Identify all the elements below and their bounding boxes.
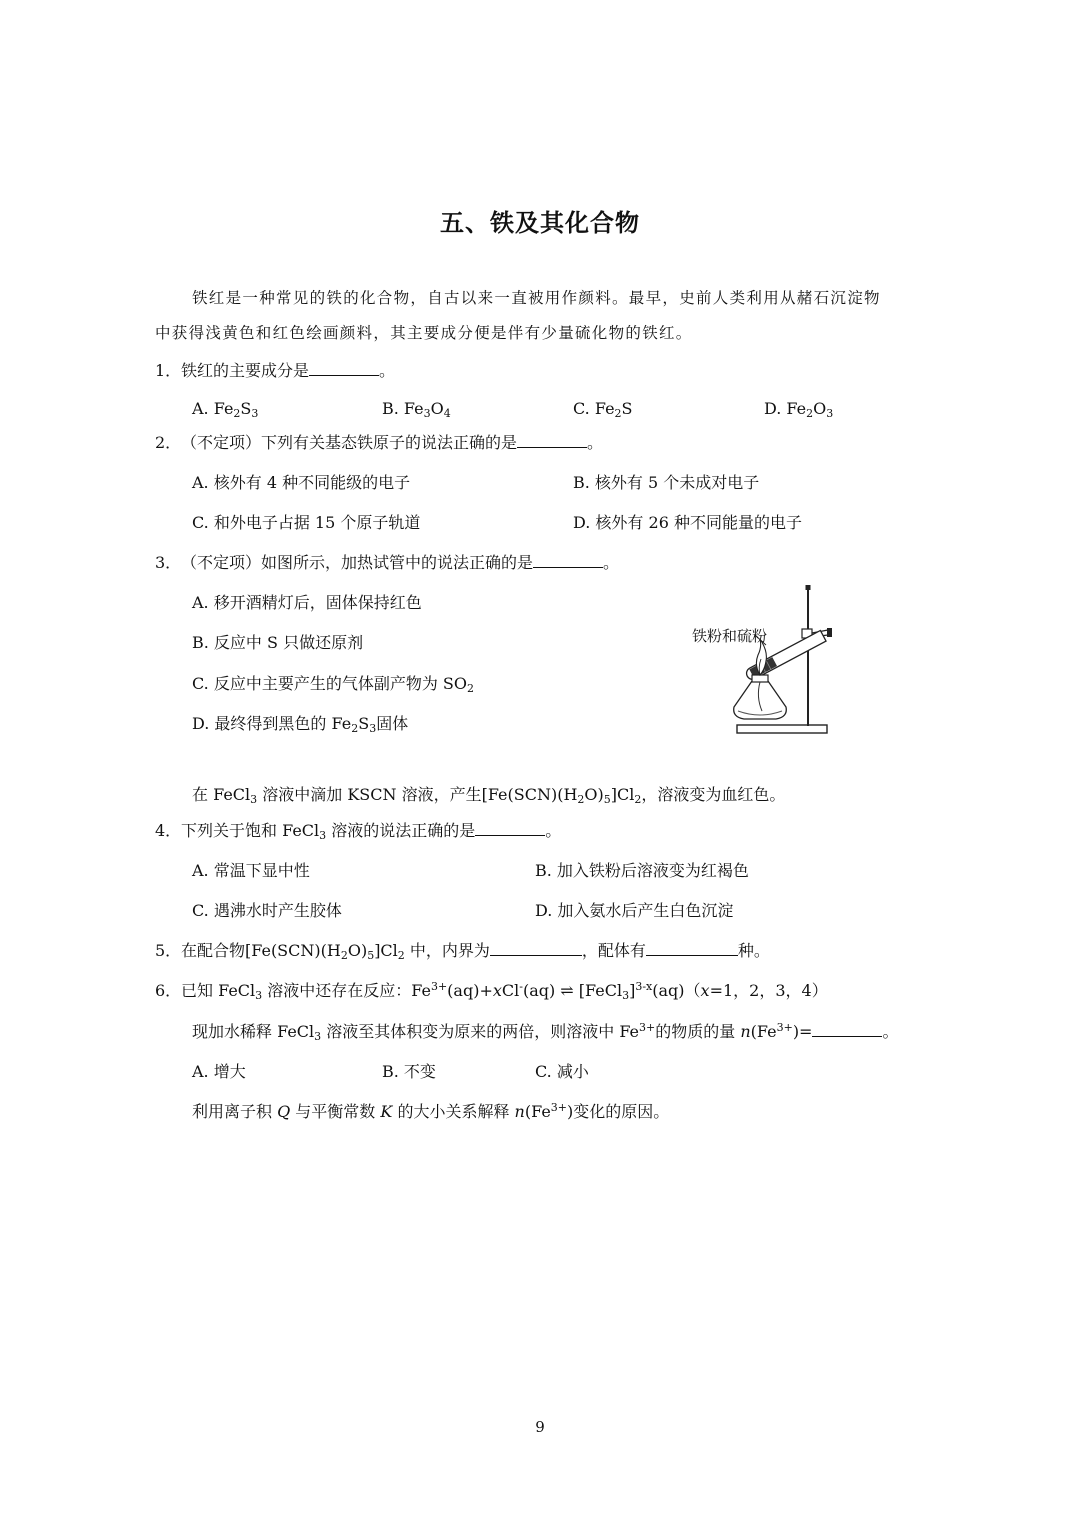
question-1: 1．铁红的主要成分是 。 xyxy=(155,361,396,380)
question-stem: （不定项）下列有关基态铁原子的说法正确的是 xyxy=(181,433,518,452)
q6-option-b[interactable]: B. 不变 xyxy=(382,1062,436,1081)
question-2: 2．（不定项）下列有关基态铁原子的说法正确的是 。 xyxy=(155,433,604,452)
question-number: 5． xyxy=(155,941,182,960)
q1-option-c[interactable]: C. $Fe_2S$ xyxy=(573,399,633,420)
q3-option-a[interactable]: A. 移开酒精灯后，固体保持红色 xyxy=(192,593,422,612)
q3-option-c[interactable]: C. 反应中主要产生的气体副产物为 $SO_2$ xyxy=(192,674,475,695)
question-3: 3．（不定项）如图所示，加热试管中的说法正确的是 。 xyxy=(155,553,620,572)
answer-blank[interactable] xyxy=(812,1022,882,1037)
q4-option-c[interactable]: C. 遇沸水时产生胶体 xyxy=(192,901,342,920)
intro-line-1: 铁红是一种常见的铁的化合物，自古以来一直被用作颜料。最早，史前人类利用从赭石沉淀物 xyxy=(192,289,881,307)
question-stem: （不定项）如图所示，加热试管中的说法正确的是 xyxy=(181,553,534,572)
q6-explain-line: 利用离子积 Q 与平衡常数 K 的大小关系解释 $n(Fe^{3+})$变化的原因。 xyxy=(192,1101,670,1121)
alcohol-lamp xyxy=(734,681,787,719)
q1-option-a[interactable]: A. $Fe_2S_3$ xyxy=(192,399,259,420)
q6-dilution-line: 现加水稀释 FeCl$_3$ 溶液至其体积变为原来的两倍，则溶液中 $Fe^{3+}$的物质的量 $n(Fe^{3+})=$ 。 xyxy=(192,1021,899,1043)
answer-blank[interactable] xyxy=(533,553,603,568)
page-number: 9 xyxy=(535,1418,545,1436)
q3-option-d[interactable]: D. 最终得到黑色的 $Fe_2S_3$固体 xyxy=(192,714,409,735)
figure-label: 铁粉和硫粉 xyxy=(692,627,768,645)
answer-blank[interactable] xyxy=(475,821,545,836)
inner-sphere-blank[interactable] xyxy=(490,941,582,956)
q2-option-b[interactable]: B. 核外有 5 个未成对电子 xyxy=(573,473,760,492)
question-number: 6． xyxy=(155,981,182,1000)
q2-option-a[interactable]: A. 核外有 4 种不同能级的电子 xyxy=(192,473,411,492)
question-stem: 铁红的主要成分是 xyxy=(181,361,310,380)
q4-option-a[interactable]: A. 常温下显中性 xyxy=(192,861,310,880)
question-number: 1． xyxy=(155,361,182,380)
question-4: 4．下列关于饱和 FeCl$_3$ 溶液的说法正确的是 。 xyxy=(155,821,562,842)
question-6: 6．已知 FeCl$_3$ 溶液中还存在反应：$Fe^{3+}(aq)+xCl^-(aq)$ ⇌ [FeCl$_3$]$^{3-x}$(aq)（x=1，2，3，4） xyxy=(155,980,828,1002)
q2-option-d[interactable]: D. 核外有 26 种不同能量的电子 xyxy=(573,513,802,532)
q6-option-a[interactable]: A. 增大 xyxy=(192,1062,246,1081)
stand-base xyxy=(737,725,827,733)
page-title: 五、铁及其化合物 xyxy=(440,209,640,237)
q1-option-d[interactable]: D. $Fe_2O_3$ xyxy=(764,399,834,420)
intro-2: 在 FeCl$_3$ 溶液中滴加 KSCN 溶液，产生$[Fe(SCN)(H_2O)_5]Cl_2$，溶液变为血红色。 xyxy=(192,785,786,806)
q4-option-b[interactable]: B. 加入铁粉后溶液变为红褐色 xyxy=(535,861,749,880)
question-number: 4． xyxy=(155,821,182,840)
q4-option-d[interactable]: D. 加入氨水后产生白色沉淀 xyxy=(535,901,734,920)
ligand-count-blank[interactable] xyxy=(646,941,738,956)
question-5: 5．在配合物$[Fe(SCN)(H_2O)_5]Cl_2$ 中，内界为 ，配体有 种。 xyxy=(155,941,770,962)
q2-option-c[interactable]: C. 和外电子占据 15 个原子轨道 xyxy=(192,513,421,532)
question-number: 2． xyxy=(155,433,182,452)
question-number: 3． xyxy=(155,553,182,572)
answer-blank[interactable] xyxy=(517,433,587,448)
q3-option-b[interactable]: B. 反应中 S 只做还原剂 xyxy=(192,633,364,652)
intro-line-2: 中获得浅黄色和红色绘画颜料，其主要成分便是伴有少量硫化物的铁红。 xyxy=(155,324,693,342)
answer-blank[interactable] xyxy=(309,361,379,376)
q1-option-b[interactable]: B. $Fe_3O_4$ xyxy=(382,399,451,420)
apparatus-figure xyxy=(680,585,860,740)
q6-option-c[interactable]: C. 减小 xyxy=(535,1062,589,1081)
